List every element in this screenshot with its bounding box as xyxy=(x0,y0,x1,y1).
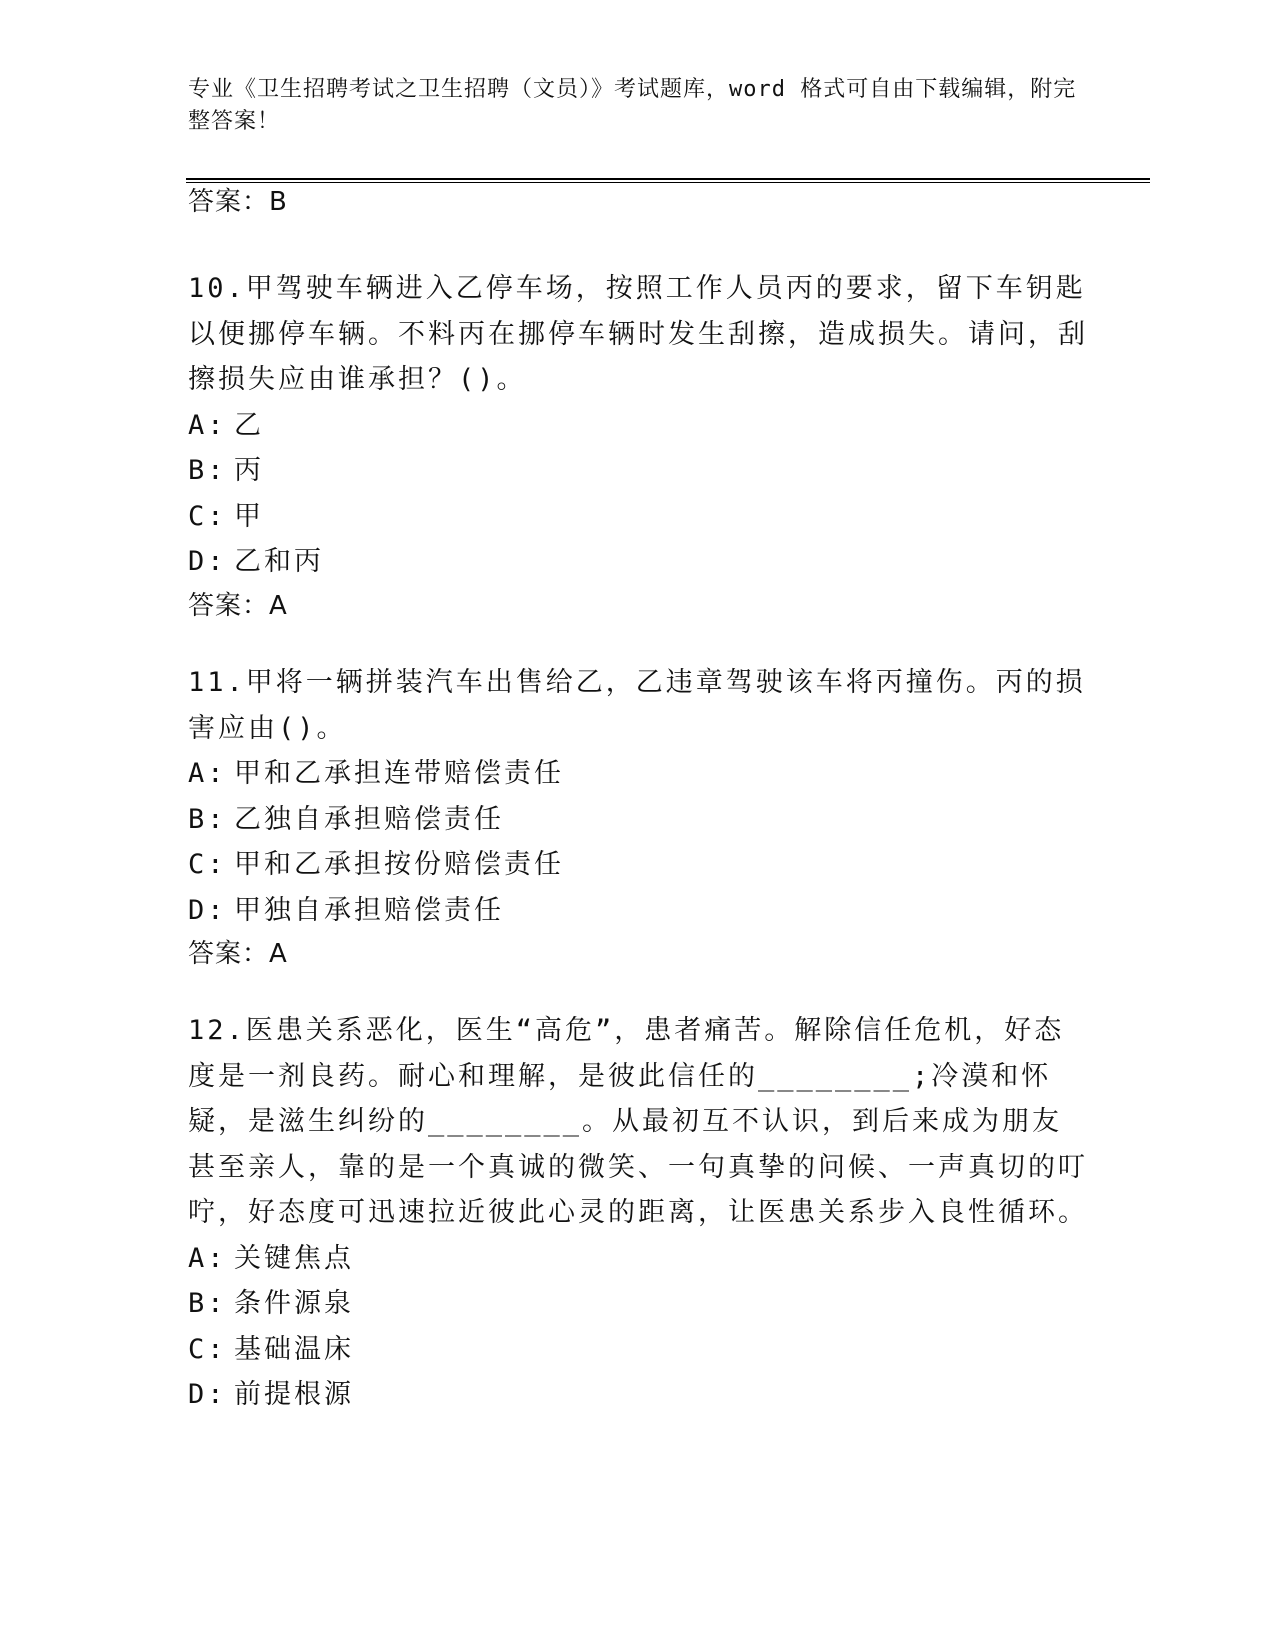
page-header-text: 专业《卫生招聘考试之卫生招聘（文员）》考试题库，word 格式可自由下载编辑，附完整答案！ xyxy=(188,77,1077,134)
option-text: 前提根源 xyxy=(234,1379,354,1410)
option-c xyxy=(188,494,1088,540)
question-text: 10.甲驾驶车辆进入乙停车场，按照工作人员丙的要求，留下车钥匙以便挪停车辆。不料丙在挪停车辆时发生刮擦，造成损失。请问，刮擦损失应由谁承担？()。 xyxy=(188,273,1088,395)
option-a xyxy=(188,1236,1088,1282)
option-text: 条件源泉 xyxy=(234,1288,354,1319)
option-key: A: xyxy=(188,409,227,441)
option-key: C: xyxy=(188,500,227,532)
option-text: 乙和丙 xyxy=(234,546,324,577)
option-key: B: xyxy=(188,803,227,835)
option-key: B: xyxy=(188,1288,227,1319)
option-a xyxy=(188,751,1088,797)
option-c xyxy=(188,842,1088,888)
option-b xyxy=(188,448,1088,494)
question-12 xyxy=(188,1008,1088,1418)
option-key: D: xyxy=(188,1379,227,1410)
option-key: A: xyxy=(188,758,227,789)
option-text: 甲和乙承担连带赔偿责任 xyxy=(234,758,564,789)
option-text: 丙 xyxy=(234,455,264,486)
option-text: 基础温床 xyxy=(234,1333,354,1365)
option-text: 关键焦点 xyxy=(234,1242,354,1274)
option-b xyxy=(188,797,1088,843)
option-d xyxy=(188,888,1088,934)
option-key: D: xyxy=(188,894,227,926)
option-key: A: xyxy=(188,1242,227,1274)
question-text: 11.甲将一辆拼装汽车出售给乙，乙违章驾驶该车将丙撞伤。丙的损害应由()。 xyxy=(188,667,1086,744)
question-11 xyxy=(188,660,1088,972)
option-b xyxy=(188,1281,1088,1327)
answer-label: 答案：A xyxy=(188,590,288,621)
option-c xyxy=(188,1327,1088,1373)
answer-label: 答案：B xyxy=(188,187,288,217)
header-divider xyxy=(186,178,1150,183)
option-d xyxy=(188,539,1088,585)
option-text: 乙独自承担赔偿责任 xyxy=(234,803,504,835)
answer-label: 答案：A xyxy=(188,939,288,969)
option-d xyxy=(188,1372,1088,1418)
option-text: 甲 xyxy=(234,500,264,532)
question-10 xyxy=(188,266,1088,624)
question-text: 12.医患关系恶化，医生“高危”，患者痛苦。解除信任危机，好态度是一剂良药。耐心和理解，是彼此信任的________;冷漠和怀疑，是滋生纠纷的________。从最初互不认识，到后来成为朋友甚至亲人，靠的是一个真诚的微笑、一句真挚的问候、一声真切的叮咛，好态度可迅速拉近彼此心灵的距离，让医患关系步入良性循环。 xyxy=(188,1015,1088,1228)
option-a xyxy=(188,403,1088,449)
option-text: 乙 xyxy=(234,409,264,441)
option-key: B: xyxy=(188,455,227,486)
option-key: D: xyxy=(188,546,227,577)
option-key: C: xyxy=(188,849,227,880)
option-key: C: xyxy=(188,1333,227,1365)
option-text: 甲独自承担赔偿责任 xyxy=(234,894,504,926)
option-text: 甲和乙承担按份赔偿责任 xyxy=(234,849,564,880)
